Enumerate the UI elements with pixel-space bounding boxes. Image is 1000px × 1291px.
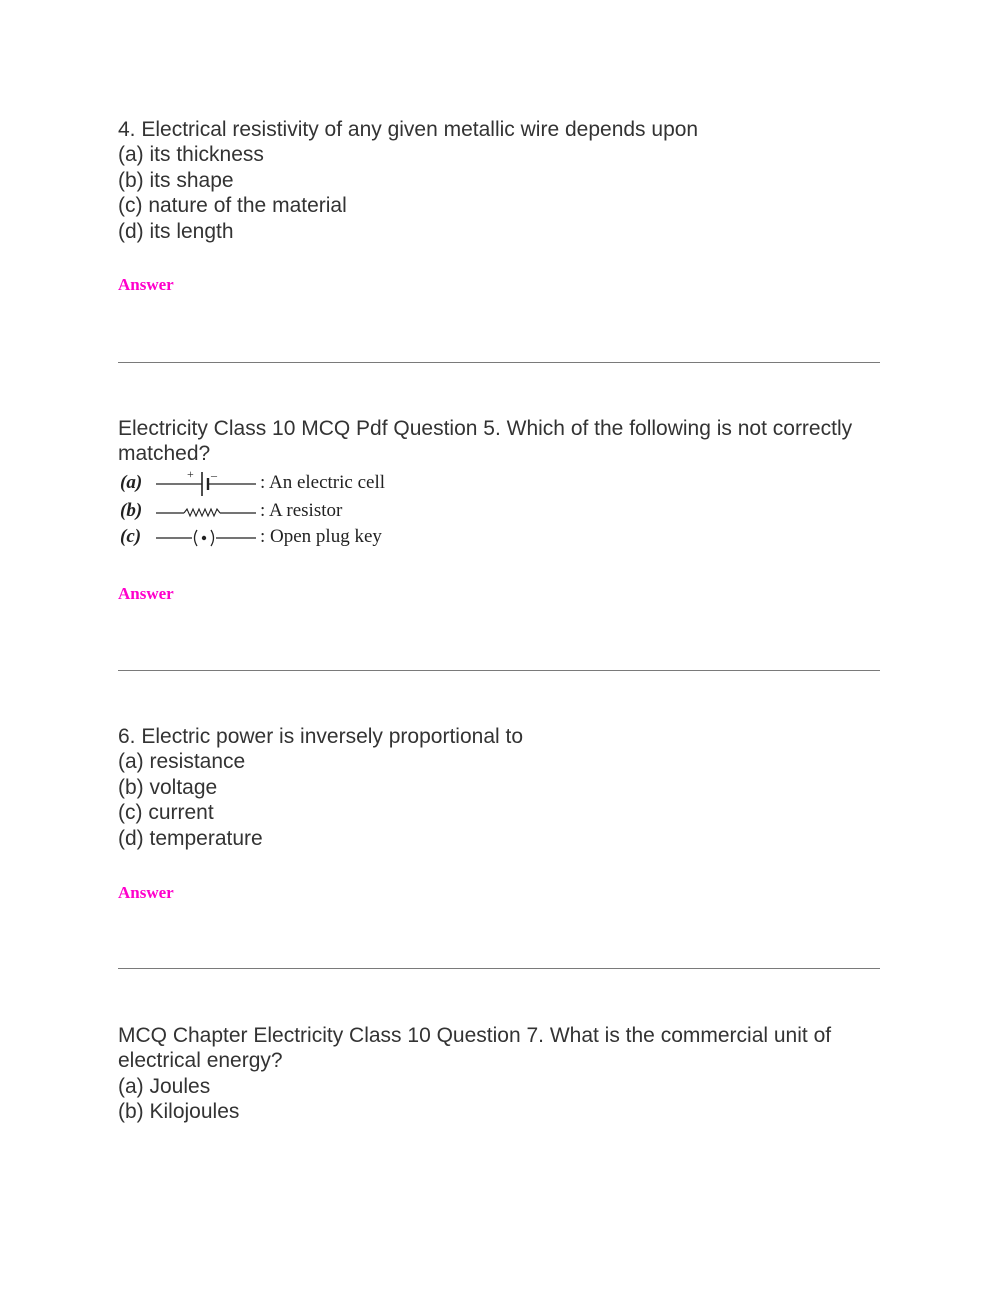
divider <box>118 968 880 969</box>
cell-plus: + <box>187 467 194 481</box>
option-d: (d) its length <box>118 219 234 243</box>
plug-key-right-bracket <box>211 530 214 546</box>
circuit-label: (a) <box>120 472 143 493</box>
option-a: (a) its thickness <box>118 143 264 167</box>
circuit-label: (b) <box>120 500 143 521</box>
option-b: (b) Kilojoules <box>118 1100 240 1124</box>
option-a: (a) Joules <box>118 1074 211 1098</box>
option-a: (a) resistance <box>118 750 246 774</box>
option-c: (c) nature of the material <box>118 194 347 218</box>
option-b: (b) voltage <box>118 775 218 799</box>
circuit-option-c <box>120 526 382 547</box>
option-d: (d) temperature <box>118 826 263 850</box>
circuit-option-a <box>120 467 385 496</box>
circuit-description: : Open plug key <box>260 526 382 547</box>
plug-key-dot <box>202 536 206 540</box>
circuit-description: : An electric cell <box>260 472 386 493</box>
answer-toggle-q6[interactable]: Answer <box>118 883 174 902</box>
divider <box>118 362 880 363</box>
answer-toggle-q4[interactable]: Answer <box>118 275 174 294</box>
divider <box>118 670 880 671</box>
option-b: (b) its shape <box>118 168 234 192</box>
circuit-symbols-figure <box>118 466 418 554</box>
question-4 <box>118 117 880 244</box>
question-title: 6. Electric power is inversely proportional to <box>118 725 524 748</box>
option-c: (c) current <box>118 801 214 825</box>
resistor-zigzag <box>184 509 220 516</box>
question-title: 4. Electrical resistivity of any given metallic wire depends upon <box>118 118 699 141</box>
question-6 <box>118 724 880 851</box>
question-5 <box>118 416 880 467</box>
cell-minus: – <box>211 468 217 482</box>
question-title: Electricity Class 10 MCQ Pdf Question 5. Which of the following is not correctly matched? <box>118 417 853 466</box>
question-title: MCQ Chapter Electricity Class 10 Question 7. What is the commercial unit of electrical energy? <box>118 1024 832 1073</box>
circuit-label: (c) <box>120 526 142 547</box>
answer-toggle-q5[interactable]: Answer <box>118 584 174 603</box>
plug-key-left-bracket <box>195 530 198 546</box>
circuit-option-b <box>120 500 343 521</box>
question-7 <box>118 1023 880 1125</box>
circuit-description: : A resistor <box>260 500 343 521</box>
